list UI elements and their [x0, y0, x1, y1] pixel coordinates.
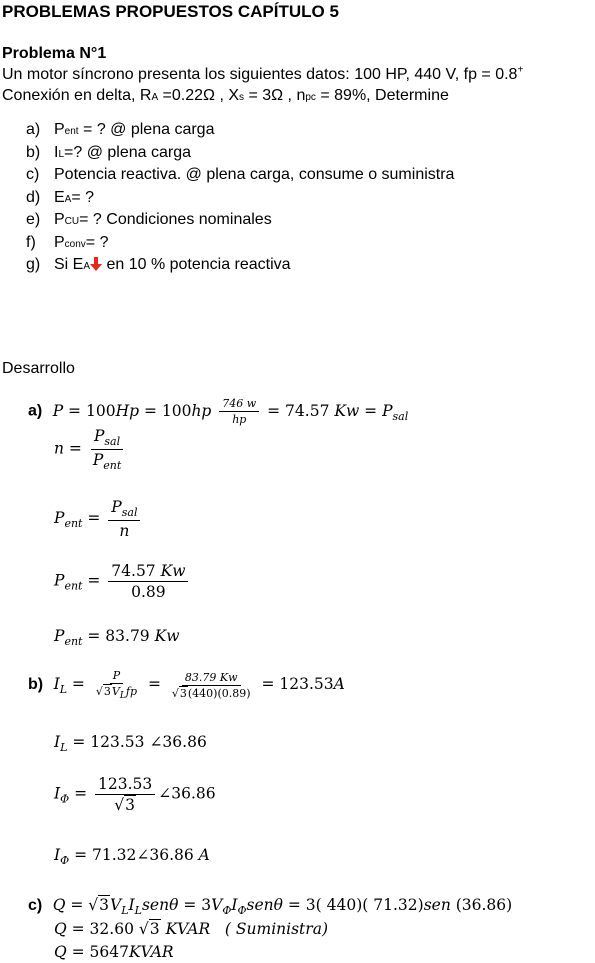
- equation-a-4: $P_{ent}$ = $\frac{74.57 Kw}{0.89}$: [54, 562, 191, 601]
- arrow-down-icon: [90, 257, 102, 271]
- problem-title: Problema N°1: [2, 45, 107, 62]
- equation-c-2: Q = 32.60 √3 KVAR ( Suministra): [54, 920, 328, 938]
- equation-a-3: $P_{ent}$ = $\frac{P_{sal}}{n}$: [54, 498, 143, 540]
- equation-c-3: Q = 5647KVAR: [54, 943, 174, 961]
- equation-b-1: b) $I_L$ = $\frac{P}{√3V_Lfp}$ = $\frac{83.79 Kw}{√3(440)(0.89)}$ = 123.53A: [28, 669, 345, 702]
- list-item-b: b) IL=? @ plena carga: [26, 144, 192, 161]
- equation-b-3: $I_\Phi$ = $\frac{123.53}{√3}$ ∠36.86: [54, 775, 216, 814]
- list-item-f: f) Pconv= ?: [26, 234, 109, 251]
- list-item-c: c) Potencia reactiva. @ plena carga, consume o suministra: [26, 166, 455, 183]
- equation-b-2: $I_L = 123.53$ ∠36.86: [54, 733, 207, 755]
- list-item-a: a) Pent = ? @ plena carga: [26, 121, 215, 138]
- list-item-e: e) PCU= ? Condiciones nominales: [26, 211, 272, 228]
- equation-a-2: n = $\frac{P_{sal}}{P_{ent}}$: [54, 427, 122, 473]
- list-item-d: d) EA= ?: [26, 189, 95, 206]
- page-title: PROBLEMAS PROPUESTOS CAPÍTULO 5: [2, 2, 339, 21]
- problem-statement-line-1: Un motor síncrono presenta los siguientes datos: 100 HP, 440 V, fp = 0.8+: [2, 64, 524, 83]
- equation-a-1: a) P = 100Hp = 100hp $\frac{746 w}{hp}$ = 74.57 $Kw = P_{sal}$: [28, 397, 409, 426]
- problem-statement-line-2: Conexión en delta, RA =0.22Ω , Xs = 3Ω , npc = 89%, Determine: [2, 87, 449, 104]
- equation-c-1: c) $Q = √3V_LI_Lsen\theta = 3V_\Phi I_\Phi sen\theta = 3$( 440)( 71.32)sen (36.86): [28, 896, 513, 918]
- equation-a-5: $P_{ent} = 83.79$ Kw: [54, 627, 180, 649]
- development-heading: Desarrollo: [2, 360, 75, 377]
- equation-b-4: $I_\Phi$ = 71.32∠36.86 A: [54, 846, 210, 868]
- list-item-g: g) Si EA en 10 % potencia reactiva: [26, 256, 291, 273]
